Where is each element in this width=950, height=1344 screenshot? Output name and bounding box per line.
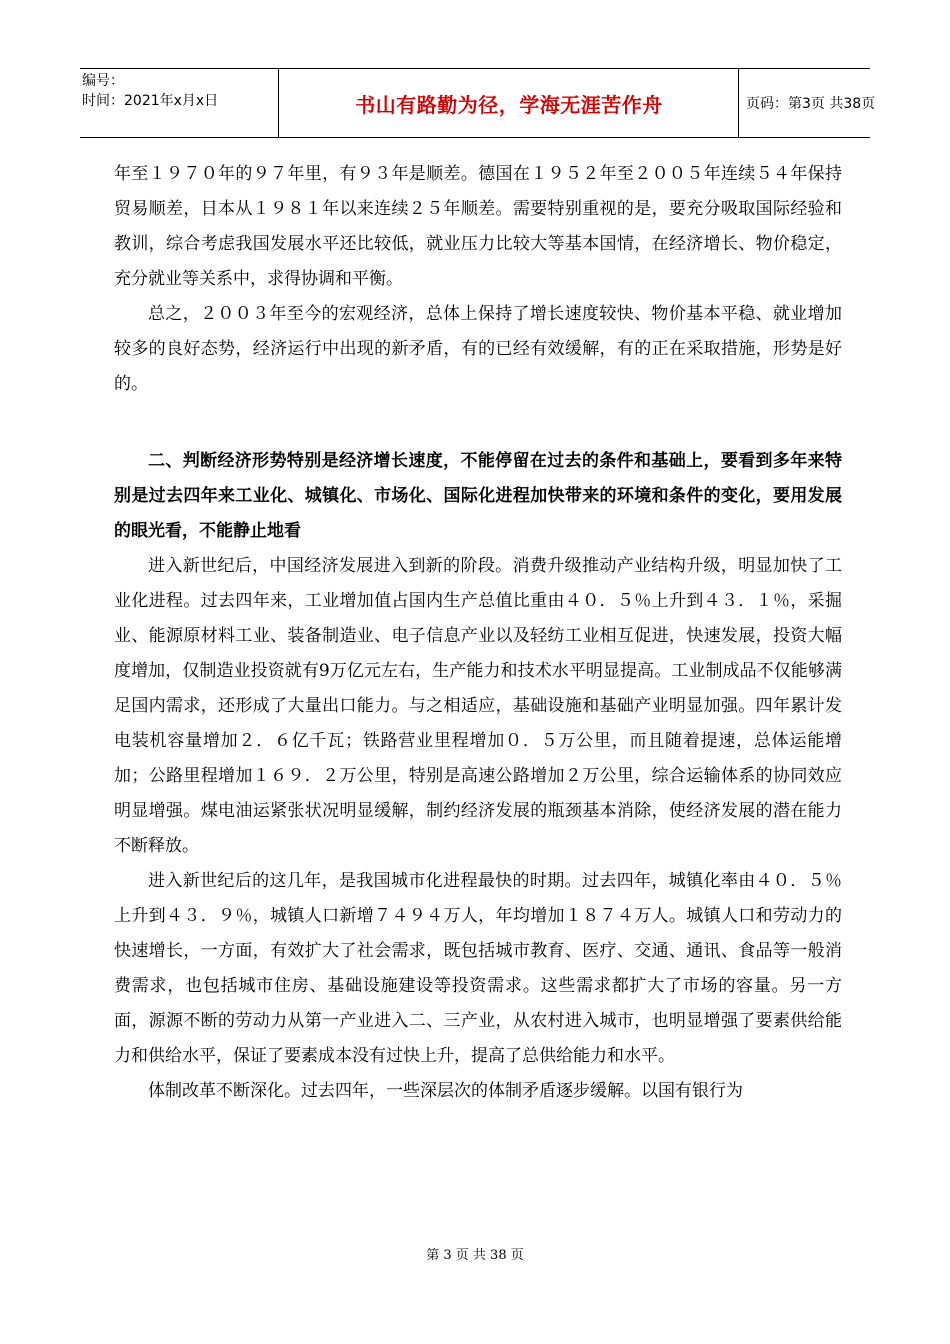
document-body [114, 157, 842, 1109]
header-meta-cell [80, 69, 278, 137]
paragraph: 进入新世纪后的这几年，是我国城市化进程最快的时期。过去四年，城镇化率由４０．５％上升到４３．９％，城镇人口新增７４９４万人，年均增加１８７４万人。城镇人口和劳动力的快速增长，一方面，有效扩大了社会需求，既包括城市教育、医疗、交通、通讯、食品等一般消费需求，也包括城市住房、基础设施建设等投资需求。这些需求都扩大了市场的容量。另一方面，源源不断的劳动力从第一产业进入二、三产业，从农村进入城市，也明显增强了要素供给能力和供给水平，保证了要素成本没有过快上升，提高了总供给能力和水平。 [114, 871, 842, 1066]
header-page-info: 页码：第3页 共38页 [746, 96, 876, 112]
header-motto: 书山有路勤为径，学海无涯苦作舟 [355, 92, 663, 117]
time-label: 时间：2021年x月x日 [82, 93, 219, 109]
header-table [80, 68, 876, 138]
header-divider [738, 69, 739, 137]
page-footer: 第 3 页 共 38 页 [426, 1248, 524, 1263]
section-heading: 二、判断经济形势特别是经济增长速度，不能停留在过去的条件和基础上，要看到多年来特别是过去四年来工业化、城镇化、市场化、国际化进程加快带来的环境和条件的变化，要用发展的眼光看，不能静止地看 [114, 451, 842, 541]
paragraph: 总之，２００３年至今的宏观经济，总体上保持了增长速度较快、物价基本平稳、就业增加较多的良好态势，经济运行中出现的新矛盾，有的已经有效缓解，有的正在采取措施，形势是好的。 [114, 304, 842, 394]
header-divider [278, 69, 279, 137]
paragraph: 年至１９７０年的９７年里，有９３年是顺差。德国在１９５２年至２００５年连续５４年保持贸易顺差，日本从１９８１年以来连续２５年顺差。需要特别重视的是，要充分吸取国际经验和教训，综合考虑我国发展水平还比较低，就业压力比较大等基本国情，在经济增长、物价稳定，充分就业等关系中，求得协调和平衡。 [114, 164, 842, 289]
paragraph: 体制改革不断深化。过去四年，一些深层次的体制矛盾逐步缓解。以国有银行为 [148, 1081, 743, 1101]
section-gap [114, 402, 842, 444]
paragraph: 进入新世纪后，中国经济发展进入到新的阶段。消费升级推动产业结构升级，明显加快了工业化进程。过去四年来，工业增加值占国内生产总值比重由４０．５％上升到４３．１％，采掘业、能源原材料工业、装备制造业、电子信息产业以及轻纺工业相互促进，快速发展，投资大幅度增加，仅制造业投资就有9万亿元左右，生产能力和技术水平明显提高。工业制成品不仅能够满足国内需求，还形成了大量出口能力。与之相适应，基础设施和基础产业明显加强。四年累计发电装机容量增加２．６亿千瓦；铁路营业里程增加０．５万公里，而且随着提速，总体运能增加；公路里程增加１６９．２万公里，特别是高速公路增加２万公里，综合运输体系的协同效应明显增强。煤电油运紧张状况明显缓解，制约经济发展的瓶颈基本消除，使经济发展的潜在能力不断释放。 [114, 556, 842, 856]
code-label: 编号： [82, 73, 124, 89]
